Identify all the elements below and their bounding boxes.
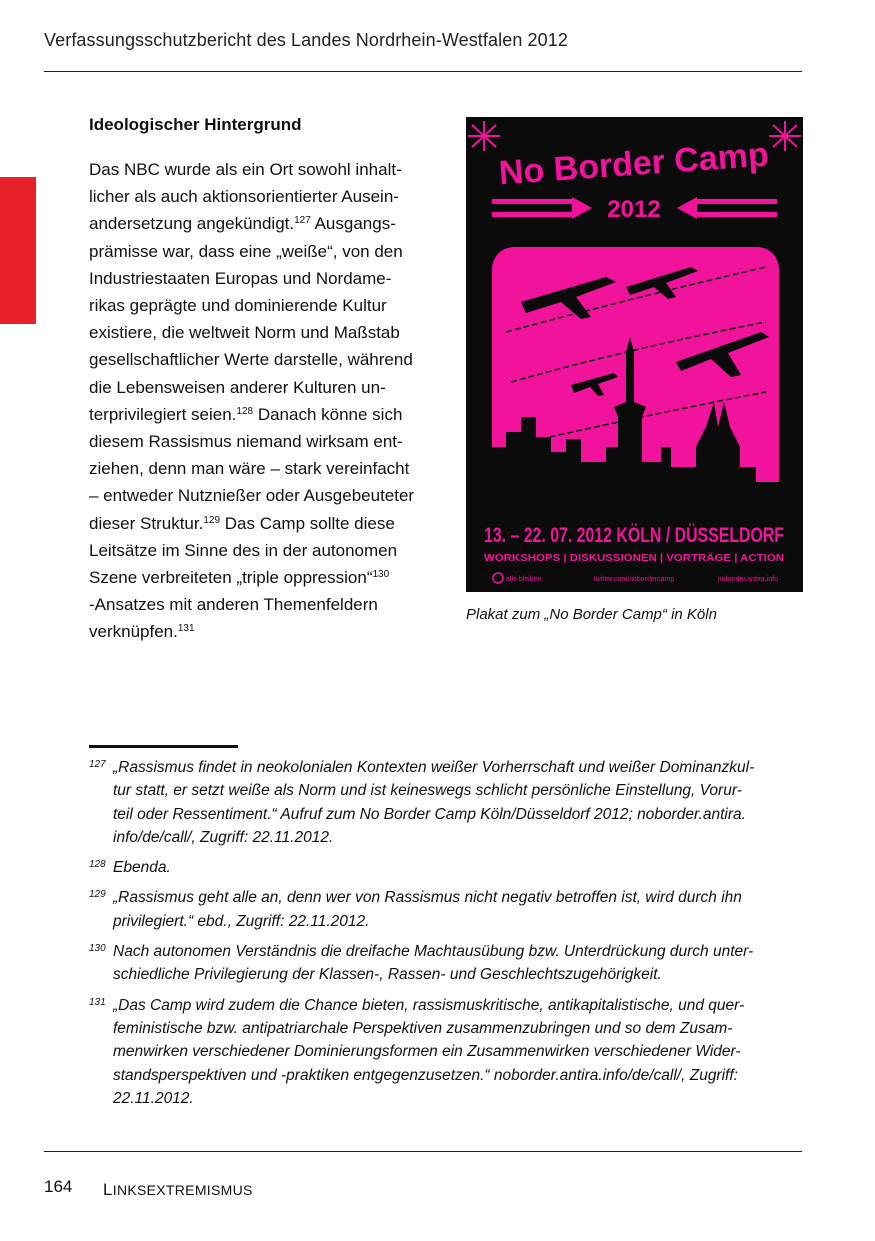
body-line — [89, 618, 454, 645]
body-line-tail: Danach könne sich — [253, 404, 403, 424]
poster-graphic — [466, 117, 803, 592]
section-label-initial: L — [103, 1180, 113, 1199]
body-paragraph — [89, 156, 454, 646]
body-line: die Lebensweisen anderer Kulturen un- — [89, 377, 386, 397]
chapter-tab-marker — [0, 177, 36, 324]
footnote-line: Nach autonomen Verständnis die dreifache Machtausübung bzw. Unterdrückung durch unter- — [113, 943, 754, 961]
body-line-tail: Ausgangs- — [310, 214, 396, 234]
footer-section-label — [103, 1180, 253, 1200]
body-line: existiere, die weltweit Norm und Maßstab — [89, 323, 400, 343]
body-line: diesem Rassismus niemand wirksam ent- — [89, 432, 403, 452]
body-line-text: Szene verbreiteten „triple oppression“ — [89, 568, 373, 588]
footnote-line: 22.11.2012. — [113, 1089, 194, 1107]
body-line: gesellschaftlicher Werte darstelle, während — [89, 350, 413, 370]
body-line: prämisse war, dass eine „weiße“, von den — [89, 241, 403, 261]
body-line: Leitsätze im Sinne des in der autonomen — [89, 540, 398, 560]
section-heading: Ideologischer Hintergrund — [89, 115, 302, 134]
footnote-ref-129[interactable]: 129 — [203, 514, 221, 526]
body-line-tail: Das Camp sollte diese — [220, 513, 395, 533]
body-line-text: terprivilegiert seien. — [89, 404, 237, 424]
poster-title: No Border Camp — [497, 135, 770, 193]
body-line — [89, 210, 454, 237]
footnote-line: tur statt, er setzt weiße als Norm und ist keineswegs schlicht persönliche Einstellung, Vorur- — [113, 782, 742, 800]
body-line: licher als auch aktionsorientierter Ausein- — [89, 187, 399, 207]
body-line: – entweder Nutznießer oder Ausgebeuteter — [89, 486, 415, 506]
footnote-text — [113, 994, 803, 1110]
footnote-ref-130[interactable]: 130 — [372, 569, 390, 581]
footnote-line: standsperspektiven und -praktiken entgegenzusetzen.“ noborder.antira.info/de/call/, Zugriff: — [113, 1066, 738, 1084]
footnote-number: 128 — [89, 859, 106, 871]
body-line: Industriestaaten Europas und Nordame- — [89, 268, 392, 288]
footnote-line: „Rassismus geht alle an, denn wer von Rassismus nicht negativ betroffen ist, wird durch ihn — [113, 889, 742, 907]
poster-footer-left: alle bleiben — [506, 576, 542, 583]
footnote-ref-128[interactable]: 128 — [236, 405, 254, 417]
footnote-ref-127[interactable]: 127 — [294, 215, 311, 227]
body-line-text: andersetzung angekündigt. — [89, 214, 295, 234]
body-line — [89, 401, 454, 428]
poster-subline: WORKSHOPS | DISKUSSIONEN | VORTRÄGE | ACTION — [484, 553, 747, 564]
footnote-separator — [89, 745, 238, 748]
body-line: -Ansatzes mit anderen Themenfeldern — [89, 595, 378, 615]
footnote-127 — [89, 756, 803, 849]
footnote-130 — [89, 940, 803, 987]
poster-year: 2012 — [607, 196, 661, 223]
barbed-wire-ornament-left-icon — [468, 121, 500, 151]
footnote-line: info/de/call/, Zugriff: 22.11.2012. — [113, 828, 334, 846]
poster-footer-mid: twitter.com/nobordercamp — [593, 576, 675, 583]
footnote-text — [113, 940, 803, 987]
footnote-line: Ebenda. — [113, 859, 171, 877]
footnote-131 — [89, 994, 803, 1110]
footer-rule — [44, 1151, 802, 1152]
footnote-text — [113, 886, 803, 933]
footnote-line: menwirken verschiedener Dominierungsformen ein Zusammenwirken verschiedener Wider- — [113, 1043, 741, 1061]
footnote-line: feministische bzw. antipatriarchale Perspektiven zusammenzubringen und so dem Zusam- — [113, 1019, 733, 1037]
running-header: Verfassungsschutzbericht des Landes Nordrhein-Westfalen 2012 — [44, 30, 568, 50]
footnote-line: schiedliche Privilegierung der Klassen-, Rassen- und Geschlechtszugehörigkeit. — [113, 966, 662, 984]
barbed-wire-ornament-right-icon — [769, 121, 801, 151]
footnote-line: teil oder Ressentiment.“ Aufruf zum No Border Camp Köln/Düsseldorf 2012; noborder.antira. — [113, 805, 746, 823]
body-line: rikas geprägte und dominierende Kultur — [89, 296, 387, 316]
footnote-line: „Rassismus findet in neokolonialen Kontexten weißer Vorherrschaft und weißer Dominanzkul- — [113, 759, 755, 776]
poster-dates: 13. – 22. 07. 2012 KÖLN / DÜSSELDORF — [484, 524, 785, 547]
footnote-ref-131[interactable]: 131 — [177, 623, 195, 635]
body-line-text: dieser Struktur. — [89, 513, 204, 533]
poster-caption: Plakat zum „No Border Camp“ in Köln — [466, 606, 717, 623]
footnote-128 — [89, 856, 803, 879]
footnote-number: 130 — [89, 943, 106, 955]
body-line: Das NBC wurde als ein Ort sowohl inhalt- — [89, 160, 402, 179]
body-line — [89, 510, 454, 537]
poster-image — [466, 117, 803, 592]
page-number: 164 — [44, 1177, 73, 1196]
poster-footer-right: noborder.antira.info — [717, 576, 778, 583]
footnote-line: „Das Camp wird zudem die Chance bieten, rassismuskritische, antikapitalistische, und quer- — [113, 996, 745, 1014]
footnote-number: 127 — [89, 759, 106, 770]
body-line: ziehen, denn man wäre – stark vereinfacht — [89, 459, 410, 479]
footnotes-list — [89, 756, 803, 1117]
footnote-129 — [89, 886, 803, 933]
footnote-number: 129 — [89, 889, 106, 901]
body-line — [89, 564, 454, 591]
footnote-number: 131 — [89, 996, 106, 1008]
body-line-text: verknüpfen. — [89, 622, 178, 642]
footnote-text — [113, 856, 803, 879]
section-label-rest: INKSEXTREMISMUS — [112, 1182, 253, 1198]
footnote-line: privilegiert.“ ebd., Zugriff: 22.11.2012. — [113, 912, 370, 930]
footnote-text — [113, 756, 803, 849]
header-rule — [44, 71, 802, 72]
